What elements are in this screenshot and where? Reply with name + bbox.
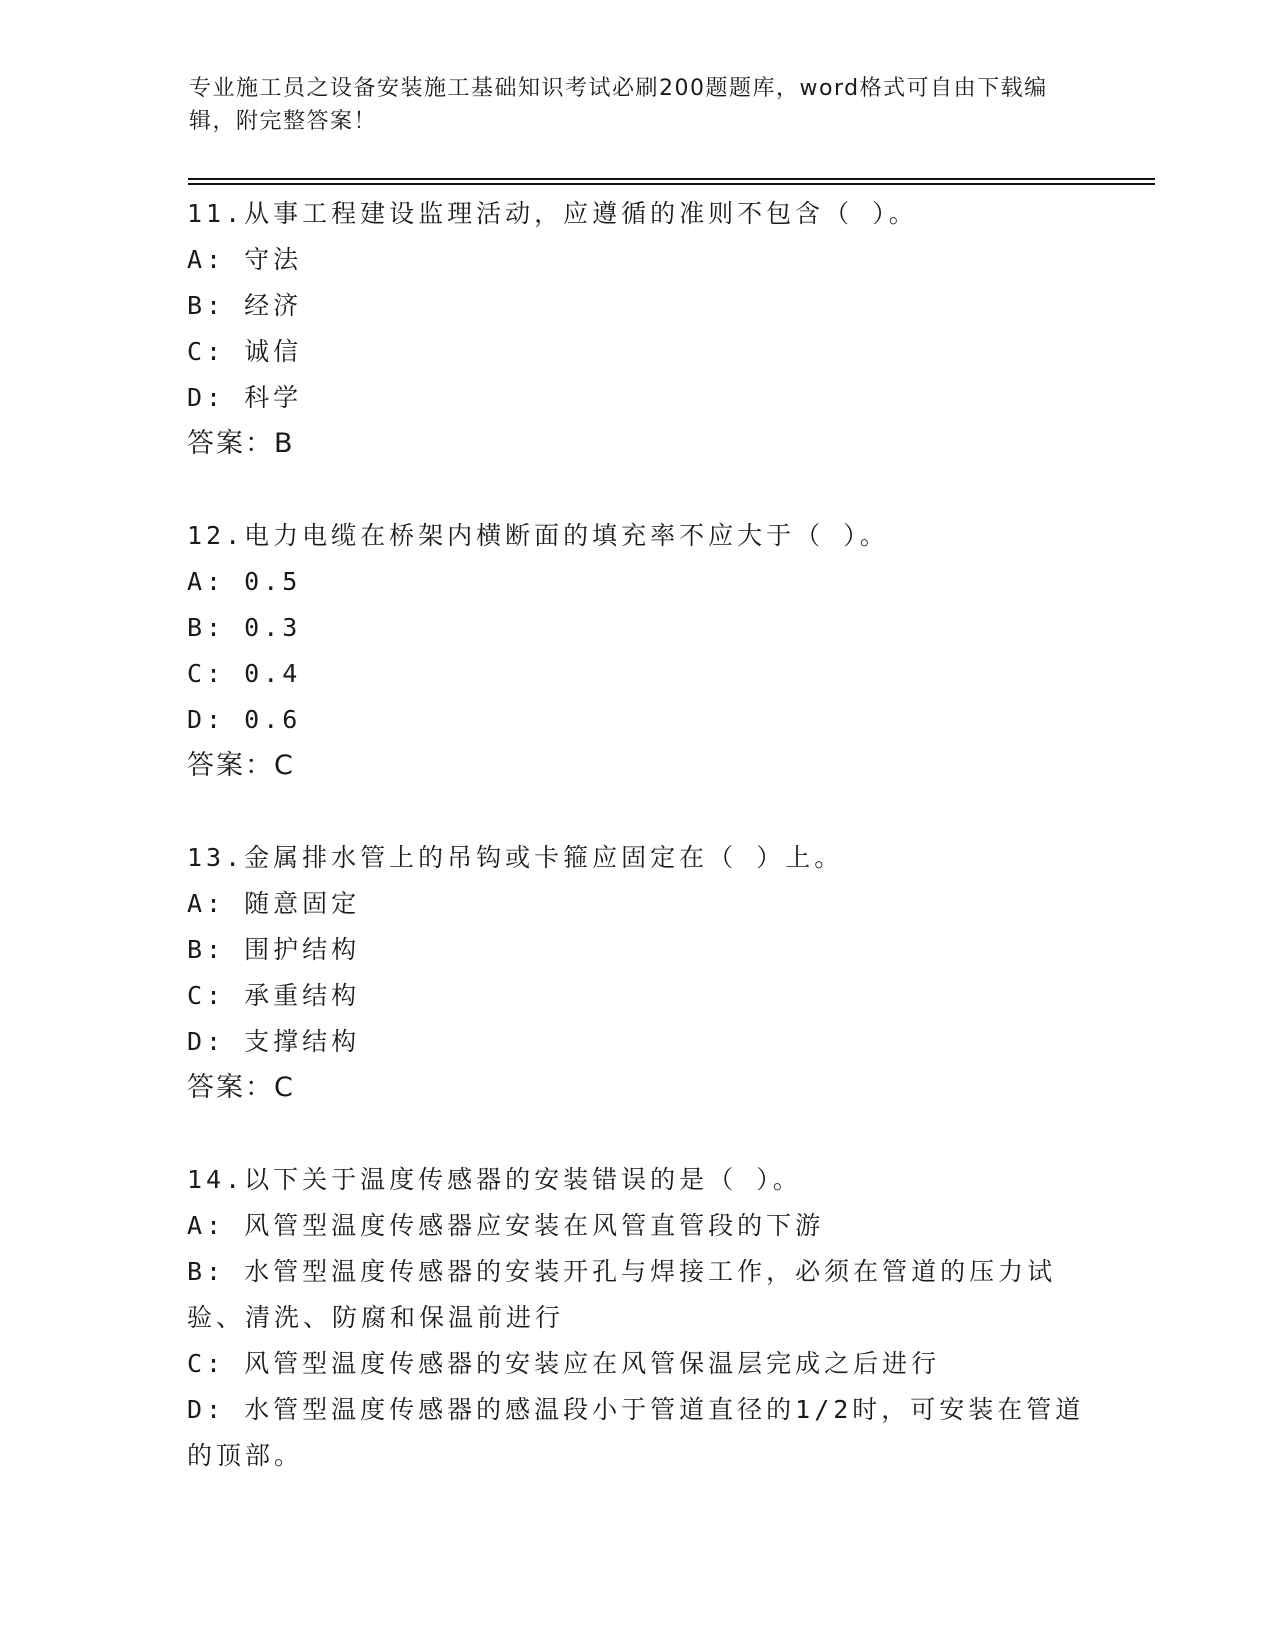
question-stem: 11.从事工程建设监理活动，应遵循的准则不包含（ ）。 [187, 199, 918, 228]
option-c: C: 风管型温度传感器的安装应在风管保温层完成之后进行 [187, 1349, 941, 1378]
option-d: D: 0.6 [187, 705, 302, 734]
header-divider-top [188, 178, 1155, 180]
document-header: 专业施工员之设备安装施工基础知识考试必刷200题题库，word格式可自由下载编辑，附完整答案！ [189, 76, 1048, 134]
question-stem: 14.以下关于温度传感器的安装错误的是（ ）。 [187, 1165, 802, 1194]
option-d: D: 水管型温度传感器的感温段小于管道直径的1/2时，可安装在管道的顶部。 [187, 1395, 1085, 1470]
answer-line: 答案：C [187, 750, 295, 781]
question-14 [187, 1157, 1087, 1479]
option-b: B: 水管型温度传感器的安装开孔与焊接工作，必须在管道的压力试验、清洗、防腐和保温前进行 [187, 1257, 1057, 1332]
option-d: D: 科学 [187, 383, 303, 412]
question-11 [187, 191, 1087, 467]
answer-line: 答案：B [187, 428, 295, 459]
answer-line: 答案：C [187, 1072, 295, 1103]
option-b: B: 0.3 [187, 613, 302, 642]
question-12 [187, 513, 1087, 789]
option-b: B: 经济 [187, 291, 303, 320]
option-c: C: 承重结构 [187, 981, 361, 1010]
option-b: B: 围护结构 [187, 935, 361, 964]
option-a: A: 0.5 [187, 567, 302, 596]
option-a: A: 随意固定 [187, 889, 361, 918]
option-a: A: 守法 [187, 245, 303, 274]
option-d: D: 支撑结构 [187, 1027, 361, 1056]
option-a: A: 风管型温度传感器应安装在风管直管段的下游 [187, 1211, 825, 1240]
question-13 [187, 835, 1087, 1111]
question-list [187, 191, 1087, 1525]
header-divider-bottom [188, 183, 1155, 185]
option-c: C: 诚信 [187, 337, 303, 366]
option-c: C: 0.4 [187, 659, 302, 688]
question-stem: 13.金属排水管上的吊钩或卡箍应固定在（ ）上。 [187, 843, 844, 872]
question-stem: 12.电力电缆在桥架内横断面的填充率不应大于（ ）。 [187, 521, 889, 550]
